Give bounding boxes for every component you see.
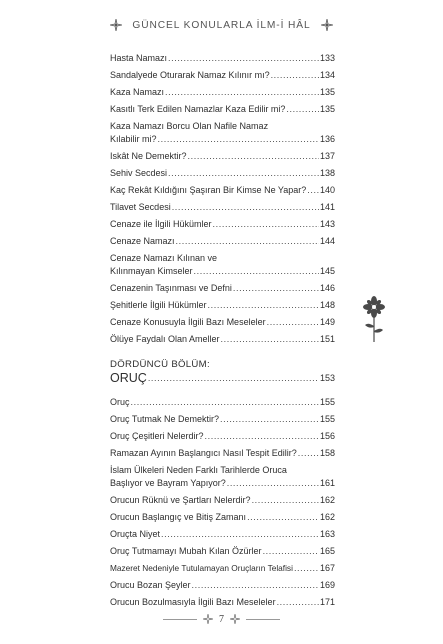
toc-entry-page: 137 (319, 151, 335, 161)
toc-entry-page: 161 (319, 478, 335, 488)
running-header (0, 17, 443, 33)
toc-entry-page: 140 (319, 185, 335, 195)
page-number: 7 (219, 613, 224, 625)
toc-leader-dots (286, 103, 319, 116)
toc-leader-dots (165, 86, 319, 99)
toc-entry-title: Orucun Başlangıç ve Bitiş Zamanı (110, 512, 247, 522)
toc-entry-title-line1: Cenaze Namazı Kılınan ve (110, 253, 218, 263)
toc-entry (110, 184, 335, 197)
toc-leader-dots (221, 333, 319, 346)
toc-leader-dots (168, 52, 319, 65)
toc-leader-dots (252, 494, 319, 507)
toc-entry-title: Orucun Rüknü ve Şartları Nelerdir? (110, 495, 251, 505)
toc-entry-page: 136 (319, 134, 335, 144)
toc-leader-dots (158, 133, 319, 146)
toc-leader-dots (307, 184, 319, 197)
toc-leader-dots (271, 69, 319, 82)
toc-entry-title: Ölüye Faydalı Olan Ameller (110, 334, 220, 344)
toc-entry (110, 252, 335, 278)
toc-entry (110, 333, 335, 346)
toc-entry (110, 430, 335, 443)
section-title: ORUÇ (110, 371, 147, 385)
toc-entry-title-line1: İslam Ülkeleri Neden Farklı Tarihlerde Oruca (110, 465, 287, 475)
toc-entry-title: Iskât Ne Demektir? (110, 151, 187, 161)
page-footer (0, 612, 443, 626)
toc-entry-page: 148 (319, 300, 335, 310)
toc-entry (110, 69, 335, 82)
toc-leader-dots (205, 430, 319, 443)
toc-leader-dots (267, 316, 319, 329)
toc-entry-title: Mazeret Nedeniyle Tutulamayan Oruçların Telafisi (110, 563, 293, 573)
toc-entry-title: Şehitlerle İlgili Hükümler (110, 300, 207, 310)
toc-entry-title: Oruçta Niyet (110, 529, 161, 539)
toc-leader-dots (208, 299, 319, 312)
toc-entry (110, 103, 335, 116)
toc-leader-dots (148, 372, 319, 385)
toc-entry-title: Kılabilir mi? (110, 134, 157, 144)
toc-entry-page: 144 (319, 236, 335, 246)
toc-entry (110, 579, 335, 592)
toc-entry-page: 163 (319, 529, 335, 539)
toc-entry (110, 511, 335, 524)
toc-leader-dots (172, 201, 319, 214)
toc-entry-page: 158 (319, 448, 335, 458)
toc-entry-title: Oruç Çeşitleri Nelerdir? (110, 431, 204, 441)
toc-entry-title: Cenaze Namazı (110, 236, 175, 246)
toc-leader-dots (194, 265, 319, 278)
toc-entry-page: 149 (319, 317, 335, 327)
section-label: DÖRDÜNCÜ BÖLÜM: (110, 359, 210, 370)
toc-entry-title: Ramazan Ayının Başlangıcı Nasıl Tespit Edilir? (110, 448, 297, 458)
toc-entry-page: 153 (319, 373, 335, 383)
toc-entry-page: 145 (319, 266, 335, 276)
toc-entry-title: Oruç Tutmamayı Mubah Kılan Özürler (110, 546, 262, 556)
toc-entry-title: Cenaze ile İlgili Hükümler (110, 219, 212, 229)
toc-entry-page: 155 (319, 397, 335, 407)
toc-leader-dots (131, 396, 319, 409)
toc-entry-page: 141 (319, 202, 335, 212)
toc-entry-page: 135 (319, 104, 335, 114)
toc-entry-title: Tilavet Secdesi (110, 202, 171, 212)
toc-entry-page: 156 (319, 431, 335, 441)
toc-entry (110, 52, 335, 65)
toc-entry-page: 169 (319, 580, 335, 590)
section-title-entry (110, 371, 335, 385)
toc-leader-dots (247, 511, 319, 524)
toc-entry-page: 138 (319, 168, 335, 178)
toc-leader-dots (176, 235, 319, 248)
toc-leader-dots (168, 167, 319, 180)
compass-star-ornament-icon (230, 614, 240, 624)
toc-entry (110, 282, 335, 295)
toc-entry-page: 151 (319, 334, 335, 344)
toc-leader-dots (213, 218, 319, 231)
toc-entry (110, 447, 335, 460)
toc-entry-title: Kaza Namazı (110, 87, 165, 97)
toc-entry (110, 316, 335, 329)
toc-entry-title: Hasta Namazı (110, 53, 168, 63)
toc-entry-title: Oruç Tutmak Ne Demektir? (110, 414, 220, 424)
toc-entry-page: 162 (319, 495, 335, 505)
toc-entry-title: Oruç (110, 397, 130, 407)
toc-entry-page: 171 (319, 597, 335, 607)
toc-entry (110, 201, 335, 214)
toc-entry-page: 143 (319, 219, 335, 229)
toc-entry-page: 167 (319, 563, 335, 573)
compass-star-ornament-icon (321, 19, 333, 31)
floral-ornament-icon (361, 296, 387, 349)
toc-entry (110, 235, 335, 248)
toc-leader-dots (161, 528, 319, 541)
toc-entry (110, 528, 335, 541)
toc-entry-title: Kasıtlı Terk Edilen Namazlar Kaza Edilir mi? (110, 104, 286, 114)
toc-entry-title: Orucu Bozan Şeyler (110, 580, 191, 590)
toc-entry-title-line1: Kaza Namazı Borcu Olan Nafile Namaz (110, 121, 269, 131)
toc-entry-page: 162 (319, 512, 335, 522)
toc-entry (110, 167, 335, 180)
toc-entry-page: 155 (319, 414, 335, 424)
toc-entry (110, 218, 335, 231)
toc-entry-page: 165 (319, 546, 335, 556)
toc-entry-page: 134 (319, 70, 335, 80)
toc-entry (110, 464, 335, 490)
toc-entry (110, 120, 335, 146)
toc-leader-dots (277, 596, 319, 609)
toc-entry (110, 150, 335, 163)
footer-rule (246, 619, 280, 620)
compass-star-ornament-icon (110, 19, 122, 31)
compass-star-ornament-icon (203, 614, 213, 624)
table-of-contents (110, 52, 335, 609)
toc-entry (110, 562, 335, 575)
toc-leader-dots (192, 579, 319, 592)
toc-leader-dots (220, 413, 319, 426)
toc-entry (110, 494, 335, 507)
toc-entry (110, 86, 335, 99)
toc-entry-title: Cenaze Konusuyla İlgili Bazı Meseleler (110, 317, 266, 327)
toc-leader-dots (294, 562, 319, 575)
toc-leader-dots (188, 150, 319, 163)
toc-entry (110, 545, 335, 558)
toc-leader-dots (227, 477, 319, 490)
toc-entry-title: Sandalyede Oturarak Namaz Kılınır mı? (110, 70, 270, 80)
toc-entry-title: Cenazenin Taşınması ve Defni (110, 283, 232, 293)
toc-leader-dots (263, 545, 319, 558)
toc-entry-page: 133 (319, 53, 335, 63)
toc-entry (110, 596, 335, 609)
toc-entry (110, 413, 335, 426)
toc-leader-dots (233, 282, 319, 295)
toc-entry-title: Orucun Bozulmasıyla İlgili Bazı Meseleler (110, 597, 276, 607)
toc-entry (110, 299, 335, 312)
running-header-title: GÜNCEL KONULARLA İLM-İ HÂL (132, 19, 311, 31)
toc-leader-dots (298, 447, 319, 460)
toc-entry-page: 135 (319, 87, 335, 97)
footer-rule (163, 619, 197, 620)
toc-entry-title: Sehiv Secdesi (110, 168, 168, 178)
toc-entry-title: Kaç Rekât Kıldığını Şaşıran Bir Kimse Ne Yapar? (110, 185, 307, 195)
toc-entry-title: Kılınmayan Kimseler (110, 266, 193, 276)
toc-entry-page: 146 (319, 283, 335, 293)
toc-entry (110, 396, 335, 409)
toc-entry-title: Başlıyor ve Bayram Yapıyor? (110, 478, 226, 488)
